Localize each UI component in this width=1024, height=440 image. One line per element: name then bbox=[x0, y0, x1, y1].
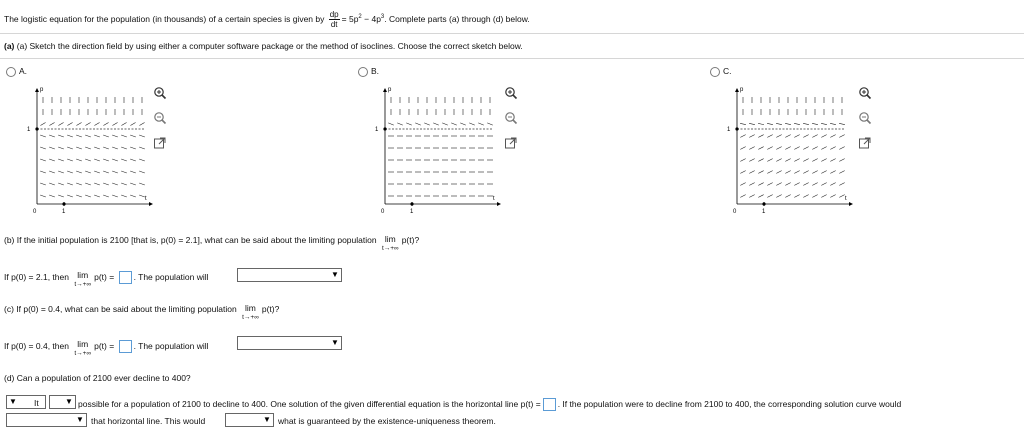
divider bbox=[0, 58, 1024, 59]
part-d-possibility-dropdown[interactable] bbox=[6, 395, 46, 409]
dropdown-value: It bbox=[34, 398, 39, 408]
direction-segment bbox=[812, 135, 817, 138]
part-d-text1: possible for a population of 2100 to decline to 400. One solution of the given differential equation is the horizontal line p(t) = bbox=[78, 398, 541, 409]
direction-segment bbox=[121, 183, 127, 185]
direction-segment bbox=[812, 171, 817, 174]
equilibrium-dot bbox=[383, 127, 386, 130]
part-d-curve-dropdown[interactable] bbox=[6, 413, 87, 427]
t-axis-arrow bbox=[849, 202, 853, 206]
direction-segment bbox=[830, 171, 835, 174]
option-b-direction-field bbox=[372, 84, 502, 214]
direction-segment bbox=[839, 135, 844, 138]
direction-segment bbox=[58, 171, 64, 173]
direction-segment bbox=[58, 135, 64, 137]
direction-segment bbox=[794, 135, 799, 138]
direction-segment bbox=[76, 135, 82, 137]
zoom-in-icon[interactable] bbox=[858, 86, 872, 100]
direction-segment bbox=[740, 183, 745, 186]
direction-segment bbox=[130, 147, 136, 149]
direction-segment bbox=[85, 195, 91, 197]
direction-segment bbox=[794, 171, 799, 174]
p-axis-label: p bbox=[740, 87, 744, 93]
zoom-out-icon[interactable] bbox=[504, 111, 518, 125]
exponent-2: 3 bbox=[380, 13, 385, 20]
direction-segment bbox=[67, 195, 73, 197]
direction-segment bbox=[758, 195, 763, 198]
direction-segment bbox=[94, 135, 100, 137]
direction-segment bbox=[794, 195, 799, 198]
direction-segment bbox=[40, 183, 46, 185]
answer-expr: p(t) = bbox=[94, 340, 115, 351]
direction-segment bbox=[830, 159, 835, 162]
direction-segment bbox=[749, 147, 754, 150]
deriv-den: dt bbox=[330, 20, 338, 29]
direction-segment bbox=[40, 195, 46, 197]
p-axis-arrow bbox=[35, 88, 39, 92]
part-b-answer-row bbox=[4, 271, 209, 289]
direction-segment bbox=[103, 122, 108, 125]
p-axis-label: p bbox=[388, 87, 392, 93]
lim-word: lim bbox=[77, 339, 89, 349]
part-d-text3: that horizontal line. This would bbox=[91, 416, 206, 426]
direction-segment bbox=[812, 183, 817, 186]
zoom-in-icon[interactable] bbox=[504, 86, 518, 100]
option-c-label: C. bbox=[723, 66, 732, 76]
part-d-line1 bbox=[78, 398, 901, 411]
direction-segment bbox=[49, 159, 55, 161]
dropdown-arrow-icon: ▼ bbox=[9, 397, 17, 406]
direction-segment bbox=[139, 183, 145, 185]
direction-segment bbox=[812, 123, 818, 124]
equilibrium-dot bbox=[35, 127, 38, 130]
t-dot bbox=[762, 202, 765, 205]
direction-segment bbox=[794, 159, 799, 162]
direction-segment bbox=[749, 123, 755, 124]
after-box-text: . The population will bbox=[133, 271, 209, 282]
direction-segment bbox=[85, 147, 91, 149]
direction-segment bbox=[803, 183, 808, 186]
direction-segment bbox=[67, 171, 73, 173]
direction-segment bbox=[112, 195, 118, 197]
dropdown-arrow-icon: ▼ bbox=[331, 270, 339, 279]
direction-segment bbox=[76, 122, 81, 125]
direction-segment bbox=[830, 123, 836, 124]
direction-segment bbox=[139, 195, 145, 197]
part-c-question: (c) If p(0) = 0.4, what can be said about the limiting population lim t→+∞ p(t)? bbox=[4, 303, 280, 321]
direction-segment bbox=[76, 183, 82, 185]
direction-segment bbox=[76, 159, 82, 161]
direction-segment bbox=[740, 171, 745, 174]
direction-segment bbox=[776, 171, 781, 174]
direction-segment bbox=[776, 147, 781, 150]
direction-segment bbox=[406, 123, 412, 125]
lim-sub: t→+∞ bbox=[74, 350, 92, 357]
direction-segment bbox=[758, 135, 763, 138]
direction-segment bbox=[67, 135, 73, 137]
direction-segment bbox=[139, 135, 145, 137]
p-axis-label: p bbox=[40, 87, 44, 93]
direction-segment bbox=[103, 147, 109, 149]
p-axis-arrow bbox=[383, 88, 387, 92]
direction-segment bbox=[112, 135, 118, 137]
direction-segment bbox=[58, 147, 64, 149]
zoom-in-icon[interactable] bbox=[153, 86, 167, 100]
lim-expr: p(t)? bbox=[261, 304, 280, 314]
lim-sub: t→+∞ bbox=[381, 245, 399, 252]
direction-segment bbox=[49, 135, 55, 137]
t-axis-label: t bbox=[145, 196, 147, 202]
direction-segment bbox=[94, 195, 100, 197]
direction-segment bbox=[767, 159, 772, 162]
direction-segment bbox=[139, 171, 145, 173]
p-axis-arrow bbox=[735, 88, 739, 92]
direction-segment bbox=[767, 183, 772, 186]
direction-segment bbox=[139, 147, 145, 149]
direction-segment bbox=[130, 122, 135, 125]
direction-segment bbox=[103, 171, 109, 173]
derivative-fraction bbox=[329, 10, 340, 29]
direction-segment bbox=[785, 147, 790, 150]
option-b-radio[interactable] bbox=[358, 67, 368, 77]
t-axis-label: t bbox=[845, 196, 847, 202]
direction-segment bbox=[451, 123, 457, 125]
part-b-question: (b) If the initial population is 2100 [that is, p(0) = 2.1], what can be said about the limiting population lim t→+∞ p(t)? bbox=[4, 234, 420, 252]
direction-segment bbox=[76, 147, 82, 149]
direction-segment bbox=[758, 123, 764, 124]
direction-segment bbox=[139, 122, 144, 125]
direction-segment bbox=[487, 123, 493, 125]
direction-segment bbox=[388, 123, 394, 125]
exponent-1: 2 bbox=[358, 13, 362, 20]
direction-segment bbox=[812, 147, 817, 150]
direction-segment bbox=[740, 135, 745, 138]
direction-segment bbox=[94, 147, 100, 149]
direction-segment bbox=[85, 159, 91, 161]
direction-segment bbox=[821, 183, 826, 186]
direction-segment bbox=[40, 171, 46, 173]
direction-segment bbox=[803, 171, 808, 174]
direction-segment bbox=[67, 159, 73, 161]
direction-segment bbox=[776, 183, 781, 186]
origin-label: 0 bbox=[381, 209, 385, 214]
option-b-label: B. bbox=[371, 66, 380, 76]
direction-segment bbox=[94, 159, 100, 161]
direction-segment bbox=[76, 171, 82, 173]
origin-label: 0 bbox=[33, 209, 37, 214]
option-a-radio[interactable] bbox=[6, 67, 16, 77]
direction-segment bbox=[785, 195, 790, 198]
direction-segment bbox=[803, 135, 808, 138]
option-a-label: A. bbox=[19, 66, 28, 76]
p-tick-label: 1 bbox=[727, 127, 731, 133]
direction-segment bbox=[49, 183, 55, 185]
direction-segment bbox=[758, 159, 763, 162]
direction-segment bbox=[767, 195, 772, 198]
t-tick-label: 1 bbox=[62, 209, 66, 214]
direction-segment bbox=[103, 195, 109, 197]
direction-segment bbox=[839, 147, 844, 150]
t-dot bbox=[410, 202, 413, 205]
part-c-answer-row bbox=[4, 340, 209, 358]
direction-segment bbox=[794, 147, 799, 150]
after-box-text: . The population will bbox=[133, 340, 209, 351]
direction-segment bbox=[40, 122, 45, 125]
direction-segment bbox=[121, 171, 127, 173]
direction-segment bbox=[112, 122, 117, 125]
lim-sub: t→+∞ bbox=[242, 314, 259, 321]
minus-term: − 4p bbox=[364, 13, 381, 24]
direction-segment bbox=[830, 183, 835, 186]
direction-segment bbox=[103, 183, 109, 185]
t-dot bbox=[62, 202, 65, 205]
direction-segment bbox=[776, 159, 781, 162]
direction-segment bbox=[830, 195, 835, 198]
origin-label: 0 bbox=[733, 209, 737, 214]
direction-segment bbox=[58, 122, 63, 125]
part-d-text2: . If the population were to decline from 2100 to 400, the corresponding solution curve would bbox=[557, 398, 902, 409]
direction-segment bbox=[94, 183, 100, 185]
direction-segment bbox=[776, 123, 782, 124]
lim-word: lim bbox=[77, 270, 89, 280]
direction-segment bbox=[112, 147, 118, 149]
direction-segment bbox=[130, 135, 136, 137]
deriv-num: dp bbox=[329, 10, 339, 19]
problem-statement bbox=[4, 10, 530, 29]
answer-prefix: If p(0) = 0.4, then bbox=[4, 340, 69, 351]
direction-segment bbox=[803, 159, 808, 162]
direction-segment bbox=[49, 147, 55, 149]
part-d-question: (d) Can a population of 2100 ever decline to 400? bbox=[4, 373, 191, 383]
direction-segment bbox=[442, 123, 448, 125]
direction-segment bbox=[478, 123, 484, 125]
p-tick-label: 1 bbox=[375, 127, 379, 133]
equilibrium-dot bbox=[735, 127, 738, 130]
lim-word: lim bbox=[384, 234, 396, 244]
option-c-direction-field bbox=[724, 84, 854, 214]
part-c-population-dropdown[interactable] bbox=[237, 336, 342, 350]
direction-segment bbox=[85, 135, 91, 137]
part-d-contradict-dropdown[interactable] bbox=[225, 413, 274, 427]
direction-segment bbox=[121, 122, 126, 125]
direction-segment bbox=[121, 159, 127, 161]
direction-segment bbox=[112, 171, 118, 173]
direction-segment bbox=[785, 123, 791, 124]
direction-segment bbox=[758, 171, 763, 174]
t-tick-label: 1 bbox=[762, 209, 766, 214]
direction-segment bbox=[469, 123, 475, 125]
direction-segment bbox=[812, 195, 817, 198]
option-a-direction-field bbox=[24, 84, 154, 214]
part-d-equilibrium-input[interactable] bbox=[543, 398, 556, 411]
direction-segment bbox=[740, 159, 745, 162]
direction-segment bbox=[139, 159, 145, 161]
direction-segment bbox=[433, 123, 439, 125]
dropdown-arrow-icon: ▼ bbox=[263, 415, 271, 424]
open-external-icon[interactable] bbox=[153, 136, 167, 150]
direction-segment bbox=[130, 195, 136, 197]
direction-segment bbox=[103, 135, 109, 137]
direction-segment bbox=[758, 147, 763, 150]
part-d-is-dropdown[interactable] bbox=[49, 395, 76, 409]
direction-segment bbox=[812, 159, 817, 162]
t-axis-arrow bbox=[497, 202, 501, 206]
direction-segment bbox=[839, 159, 844, 162]
direction-segment bbox=[112, 183, 118, 185]
direction-segment bbox=[794, 123, 800, 124]
direction-segment bbox=[49, 122, 54, 125]
direction-segment bbox=[94, 122, 99, 125]
direction-segment bbox=[415, 123, 421, 125]
direction-segment bbox=[758, 183, 763, 186]
open-external-icon[interactable] bbox=[858, 136, 872, 150]
direction-segment bbox=[803, 147, 808, 150]
zoom-out-icon[interactable] bbox=[153, 111, 167, 125]
direction-segment bbox=[821, 159, 826, 162]
direction-segment bbox=[121, 135, 127, 137]
direction-segment bbox=[839, 123, 845, 124]
part-b-limit-input[interactable] bbox=[119, 271, 132, 284]
direction-segment bbox=[58, 183, 64, 185]
direction-segment bbox=[40, 159, 46, 161]
direction-segment bbox=[785, 135, 790, 138]
lim-sub: t→+∞ bbox=[74, 281, 92, 288]
answer-prefix: If p(0) = 2.1, then bbox=[4, 271, 69, 282]
direction-segment bbox=[130, 171, 136, 173]
part-b-population-dropdown[interactable] bbox=[237, 268, 342, 282]
t-axis-label: t bbox=[493, 196, 495, 202]
direction-segment bbox=[830, 147, 835, 150]
direction-segment bbox=[94, 171, 100, 173]
direction-segment bbox=[424, 123, 430, 125]
dropdown-arrow-icon: ▼ bbox=[76, 415, 84, 424]
direction-segment bbox=[121, 147, 127, 149]
direction-segment bbox=[776, 195, 781, 198]
direction-segment bbox=[767, 171, 772, 174]
direction-segment bbox=[821, 123, 827, 124]
direction-segment bbox=[839, 195, 844, 198]
direction-segment bbox=[767, 123, 773, 124]
direction-segment bbox=[821, 135, 826, 138]
direction-segment bbox=[67, 183, 73, 185]
p-tick-label: 1 bbox=[27, 127, 31, 133]
direction-segment bbox=[49, 171, 55, 173]
direction-segment bbox=[749, 171, 754, 174]
direction-segment bbox=[58, 159, 64, 161]
t-axis-arrow bbox=[149, 202, 153, 206]
direction-segment bbox=[821, 171, 826, 174]
direction-segment bbox=[49, 195, 55, 197]
direction-segment bbox=[785, 159, 790, 162]
direction-segment bbox=[749, 183, 754, 186]
open-external-icon[interactable] bbox=[504, 136, 518, 150]
direction-segment bbox=[103, 159, 109, 161]
direction-segment bbox=[776, 135, 781, 138]
direction-segment bbox=[839, 171, 844, 174]
direction-segment bbox=[40, 135, 46, 137]
header-tail: . Complete parts (a) through (d) below. bbox=[384, 13, 530, 24]
option-c-radio[interactable] bbox=[710, 67, 720, 77]
direction-segment bbox=[749, 159, 754, 162]
direction-segment bbox=[740, 147, 745, 150]
lim-expr: p(t)? bbox=[401, 235, 420, 245]
direction-segment bbox=[67, 122, 72, 125]
direction-segment bbox=[130, 183, 136, 185]
direction-segment bbox=[785, 183, 790, 186]
direction-segment bbox=[67, 147, 73, 149]
direction-segment bbox=[460, 123, 466, 125]
direction-segment bbox=[397, 123, 403, 125]
direction-segment bbox=[85, 183, 91, 185]
part-d-text4: what is guaranteed by the existence-uniqueness theorem. bbox=[278, 416, 496, 426]
zoom-out-icon[interactable] bbox=[858, 111, 872, 125]
direction-segment bbox=[85, 122, 90, 125]
direction-segment bbox=[40, 147, 46, 149]
direction-segment bbox=[58, 195, 64, 197]
direction-segment bbox=[121, 195, 127, 197]
dropdown-arrow-icon: ▼ bbox=[331, 338, 339, 347]
direction-segment bbox=[785, 171, 790, 174]
direction-segment bbox=[740, 123, 746, 124]
part-a-prompt: (a) (a) Sketch the direction field by using either a computer software package or the method of isoclines. Choose the correct sketch below. bbox=[4, 41, 523, 51]
dropdown-arrow-icon: ▼ bbox=[65, 397, 73, 406]
part-c-limit-input[interactable] bbox=[119, 340, 132, 353]
direction-segment bbox=[749, 135, 754, 138]
direction-segment bbox=[130, 159, 136, 161]
direction-segment bbox=[794, 183, 799, 186]
answer-expr: p(t) = bbox=[94, 271, 115, 282]
direction-segment bbox=[740, 195, 745, 198]
direction-segment bbox=[749, 195, 754, 198]
direction-segment bbox=[85, 171, 91, 173]
direction-segment bbox=[830, 135, 835, 138]
t-tick-label: 1 bbox=[410, 209, 414, 214]
equation-rhs: = 5p bbox=[341, 13, 359, 24]
direction-segment bbox=[821, 147, 826, 150]
direction-segment bbox=[767, 147, 772, 150]
direction-segment bbox=[112, 159, 118, 161]
direction-segment bbox=[767, 135, 772, 138]
direction-segment bbox=[821, 195, 826, 198]
direction-segment bbox=[803, 123, 809, 124]
direction-segment bbox=[76, 195, 82, 197]
direction-segment bbox=[803, 195, 808, 198]
divider bbox=[0, 33, 1024, 34]
lim-word: lim bbox=[245, 303, 256, 313]
intro-text: The logistic equation for the population (in thousands) of a certain species is given by bbox=[4, 13, 325, 24]
direction-segment bbox=[839, 183, 844, 186]
